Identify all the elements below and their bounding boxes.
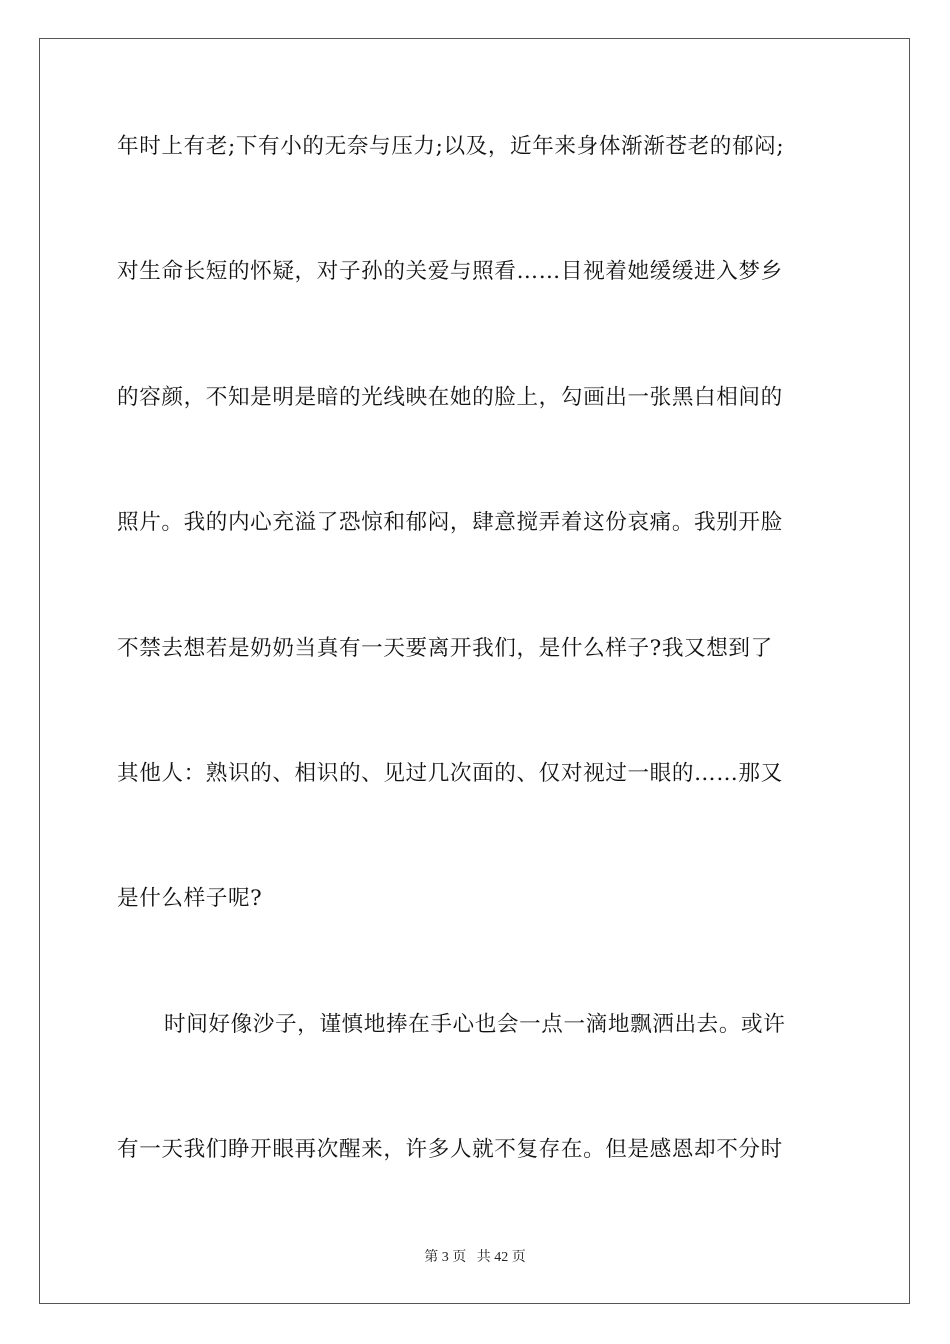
text-line: 不禁去想若是奶奶当真有一天要离开我们，是什么样子?我又想到了: [117, 635, 773, 661]
text-line: 对生命长短的怀疑，对子孙的关爱与照看……目视着她缓缓进入梦乡: [117, 259, 783, 285]
page-number: 第 3 页: [424, 1250, 467, 1265]
text-line: 年时上有老;下有小的无奈与压力;以及，近年来身体渐渐苍老的郁闷;: [117, 134, 785, 159]
page-footer: [0, 1246, 950, 1266]
text-line: 是什么样子呢?: [117, 886, 263, 912]
text-line: 照片。我的内心充溢了恐惊和郁闷，肆意搅弄着这份哀痛。我别开脸: [117, 510, 783, 536]
text-line: 其他人：熟识的、相识的、见过几次面的、仅对视过一眼的……那又: [117, 760, 783, 786]
document-body: [117, 126, 835, 1255]
page-total: 共 42 页: [476, 1250, 526, 1265]
text-line-paragraph-start: 时间好像沙子，谨慎地捧在手心也会一点一滴地飘洒出去。或许: [164, 1011, 786, 1037]
text-line: 有一天我们睁开眼再次醒来，许多人就不复存在。但是感恩却不分时: [117, 1137, 783, 1163]
text-line: 的容颜，不知是明是暗的光线映在她的脸上，勾画出一张黑白相间的: [117, 384, 783, 410]
